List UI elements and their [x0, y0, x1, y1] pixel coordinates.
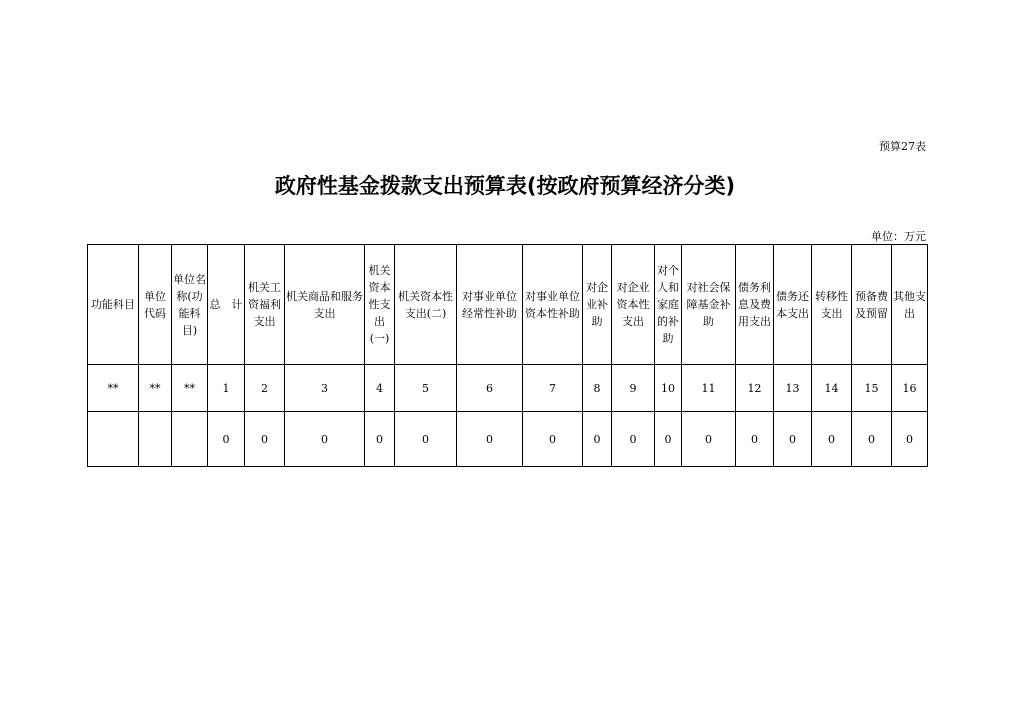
header-cell: 机关商品和服务支出 — [285, 245, 365, 365]
header-cell: 单位代码 — [139, 245, 172, 365]
code-cell: 13 — [774, 365, 812, 412]
value-cell: 0 — [655, 412, 682, 467]
value-cell: 0 — [208, 412, 245, 467]
header-cell: 单位名称(功能科目) — [172, 245, 208, 365]
budget-table — [87, 244, 928, 467]
header-cell: 转移性支出 — [812, 245, 852, 365]
header-cell: 债务还本支出 — [774, 245, 812, 365]
header-cell: 对事业单位经常性补助 — [457, 245, 523, 365]
header-cell: 对企业资本性支出 — [612, 245, 655, 365]
page-reference: 预算27表 — [879, 140, 926, 153]
code-cell: 15 — [852, 365, 892, 412]
code-cell: 11 — [682, 365, 736, 412]
value-cell — [172, 412, 208, 467]
header-row — [88, 245, 928, 365]
page-title: 政府性基金拨款支出预算表(按政府预算经济分类) — [274, 174, 736, 198]
code-cell: ** — [139, 365, 172, 412]
value-cell — [139, 412, 172, 467]
code-cell: 3 — [285, 365, 365, 412]
value-cell — [88, 412, 139, 467]
table-row — [88, 412, 928, 467]
header-cell: 对事业单位资本性补助 — [523, 245, 583, 365]
header-cell: 机关资本性支出(一) — [365, 245, 395, 365]
code-row — [88, 365, 928, 412]
value-cell: 0 — [365, 412, 395, 467]
header-cell: 债务利息及费用支出 — [736, 245, 774, 365]
header-cell: 对个人和家庭的补助 — [655, 245, 682, 365]
value-cell: 0 — [285, 412, 365, 467]
value-cell: 0 — [245, 412, 285, 467]
value-cell: 0 — [583, 412, 612, 467]
value-cell: 0 — [682, 412, 736, 467]
code-cell: 5 — [395, 365, 457, 412]
header-cell: 对企业补助 — [583, 245, 612, 365]
header-cell: 其他支出 — [892, 245, 928, 365]
value-cell: 0 — [736, 412, 774, 467]
header-cell: 机关工资福利支出 — [245, 245, 285, 365]
header-cell: 对社会保障基金补助 — [682, 245, 736, 365]
value-cell: 0 — [612, 412, 655, 467]
value-cell: 0 — [523, 412, 583, 467]
code-cell: 9 — [612, 365, 655, 412]
code-cell: 16 — [892, 365, 928, 412]
code-cell: ** — [172, 365, 208, 412]
code-cell: 8 — [583, 365, 612, 412]
value-cell: 0 — [812, 412, 852, 467]
code-cell: 4 — [365, 365, 395, 412]
unit-label: 单位：万元 — [871, 230, 926, 243]
value-cell: 0 — [892, 412, 928, 467]
value-cell: 0 — [774, 412, 812, 467]
header-cell: 总 计 — [208, 245, 245, 365]
header-cell: 机关资本性支出(二) — [395, 245, 457, 365]
code-cell: 12 — [736, 365, 774, 412]
code-cell: 2 — [245, 365, 285, 412]
value-cell: 0 — [395, 412, 457, 467]
value-cell: 0 — [852, 412, 892, 467]
value-cell: 0 — [457, 412, 523, 467]
code-cell: 10 — [655, 365, 682, 412]
header-cell: 预备费及预留 — [852, 245, 892, 365]
code-cell: 6 — [457, 365, 523, 412]
code-cell: 14 — [812, 365, 852, 412]
code-cell: ** — [88, 365, 139, 412]
header-cell: 功能科目 — [88, 245, 139, 365]
code-cell: 1 — [208, 365, 245, 412]
code-cell: 7 — [523, 365, 583, 412]
